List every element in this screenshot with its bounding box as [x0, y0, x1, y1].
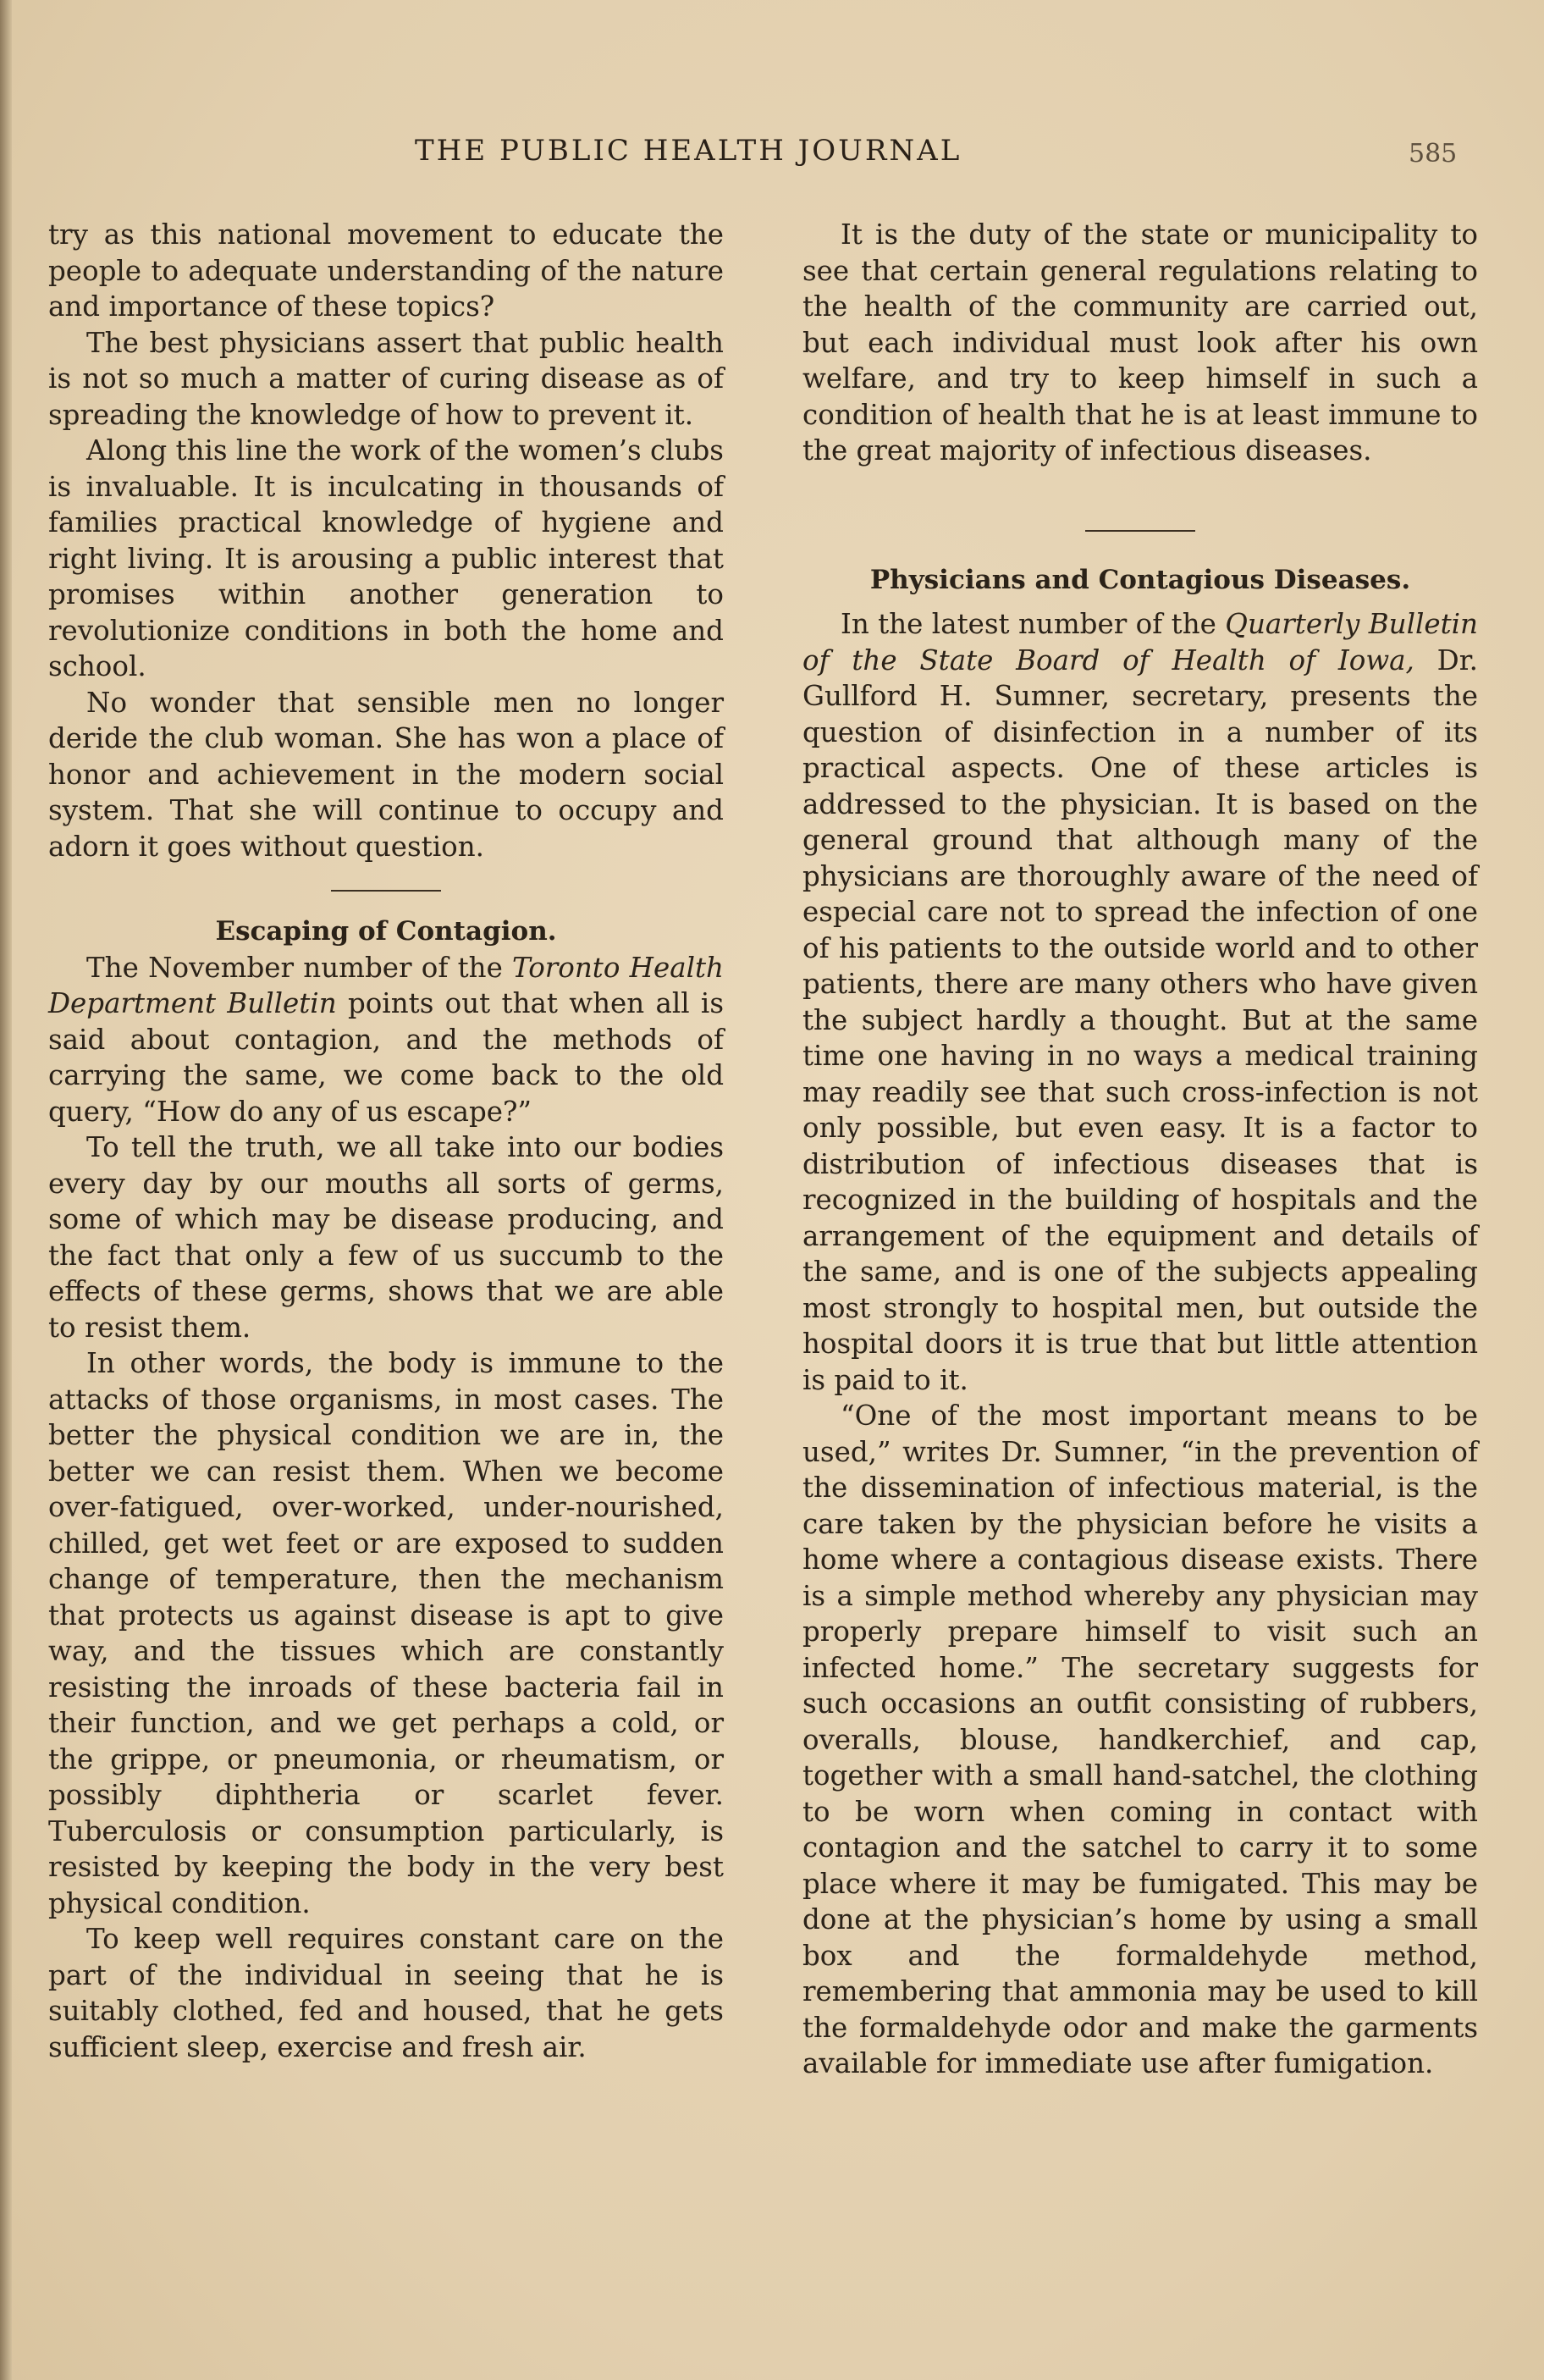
page-header [0, 134, 1544, 176]
paragraph: The November number of the Toronto Health Department Bulletin points out that when all is said about contagion, and the methods of carrying the same, we come back to the old query, “How do any of us escape?” [48, 951, 724, 1128]
paragraph: In the latest number of the Quarterly Bulletin of the State Board of Health of Iowa, Dr. Gullford H. Sumner, secretary, presents the question of disinfection in a number of its practical aspects. One of these articles is addressed to the physician. It is based on the general ground that although many of the physicians are thoroughly aware of the need of especial care not to spread the infection of one of his patients to the outside world and to other patients, there are many others who have given the subject hardly a thought. But at the same time one having in no ways a medical training may readily see that such cross-infection is not only possible, but even easy. It is a factor to distribution of infectious diseases that is recognized in the building of hospitals and the arrangement of the equipment and details of the same, and is one of the subjects appealing most strongly to hospital men, but outside the hospital doors it is true that but little attention is paid to it. [802, 608, 1479, 1396]
running-head: THE PUBLIC HEALTH JOURNAL [415, 134, 962, 168]
paragraph: try as this national movement to educate the people to adequate understanding of the nature and importance of these topics? [48, 218, 724, 323]
paragraph: Along this line the work of the women’s clubs is invaluable. It is inculcating in thousands of families practical knowledge of hygiene and right living. It is arousing a public interest that promises within another generation to revolutionize conditions in both the home and school. [48, 434, 724, 682]
paragraph: It is the duty of the state or municipality to see that certain general regulations relating to the health of the community are carried out, but each individual must look after his own welfare, and try to keep himself in such a condition of health that he is at least immune to the great majority of infectious diseases. [802, 218, 1478, 467]
binding-edge [0, 0, 12, 2380]
paragraph: The best physicians assert that public health is not so much a matter of curing disease as of spreading the knowledge of how to prevent it. [48, 326, 724, 431]
section-heading: Escaping of Contagion. [215, 916, 557, 947]
paragraph: To tell the truth, we all take into our bodies every day by our mouths all sorts of germs, some of which may be disease producing, and the fact that only a few of us succumb to the effects of these germs, shows that we are able to resist them. [48, 1131, 724, 1344]
publication-title: Quarterly Bulletin of the State Board of Health of Iowa, [802, 608, 1478, 676]
publication-title: Toronto Health Department Bulletin [48, 951, 724, 1019]
right-column [802, 217, 1478, 2082]
paragraph: To keep well requires constant care on the part of the individual in seeing that he is suitably clothed, fed and housed, that he gets sufficient sleep, exercise and fresh air. [48, 1923, 724, 2063]
paragraph: “One of the most important means to be used,” writes Dr. Sumner, “in the prevention of the dissemination of infectious material, is the care taken by the physician before he visits a home where a contagious disease exists. There is a simple method whereby any physician may properly prepare himself to visit such an infected home.” The secretary suggests for such occasions an outfit consisting of rubbers, overalls, blouse, handkerchief, and cap, together with a small hand-satchel, the clothing to be worn when coming in contact with contagion and the satchel to carry it to some place where it may be fumigated. This may be done at the physician’s home by using a small box and the formaldehyde method, remembering that ammonia may be used to kill the formaldehyde odor and make the garments available for immediate use after fumigation. [802, 1400, 1478, 2079]
left-column [48, 217, 724, 2065]
section-heading: Physicians and Contagious Diseases. [869, 564, 1411, 595]
page-number: 585 [1409, 139, 1458, 168]
paragraph: In other words, the body is immune to the attacks of those organisms, in most cases. The better the physical condition we are in, the better we can resist them. When we become over-fatigued, over-worked, under-nourished, chilled, get wet feet or are exposed to sudden change of temperature, then the mechanism that protects us against disease is apt to give way, and the tissues which are constantly resisting the inroads of these bacteria fail in their function, and we get perhaps a cold, or the grippe, or pneumonia, or rheumatism, or possibly diphtheria or scarlet fever. Tuberculosis or consumption particularly, is resisted by keeping the body in the very best physical condition. [48, 1347, 724, 1919]
paragraph: No wonder that sensible men no longer deride the club woman. She has won a place of honor and achievement in the modern social system. That she will continue to occupy and adorn it goes without question. [48, 686, 724, 863]
